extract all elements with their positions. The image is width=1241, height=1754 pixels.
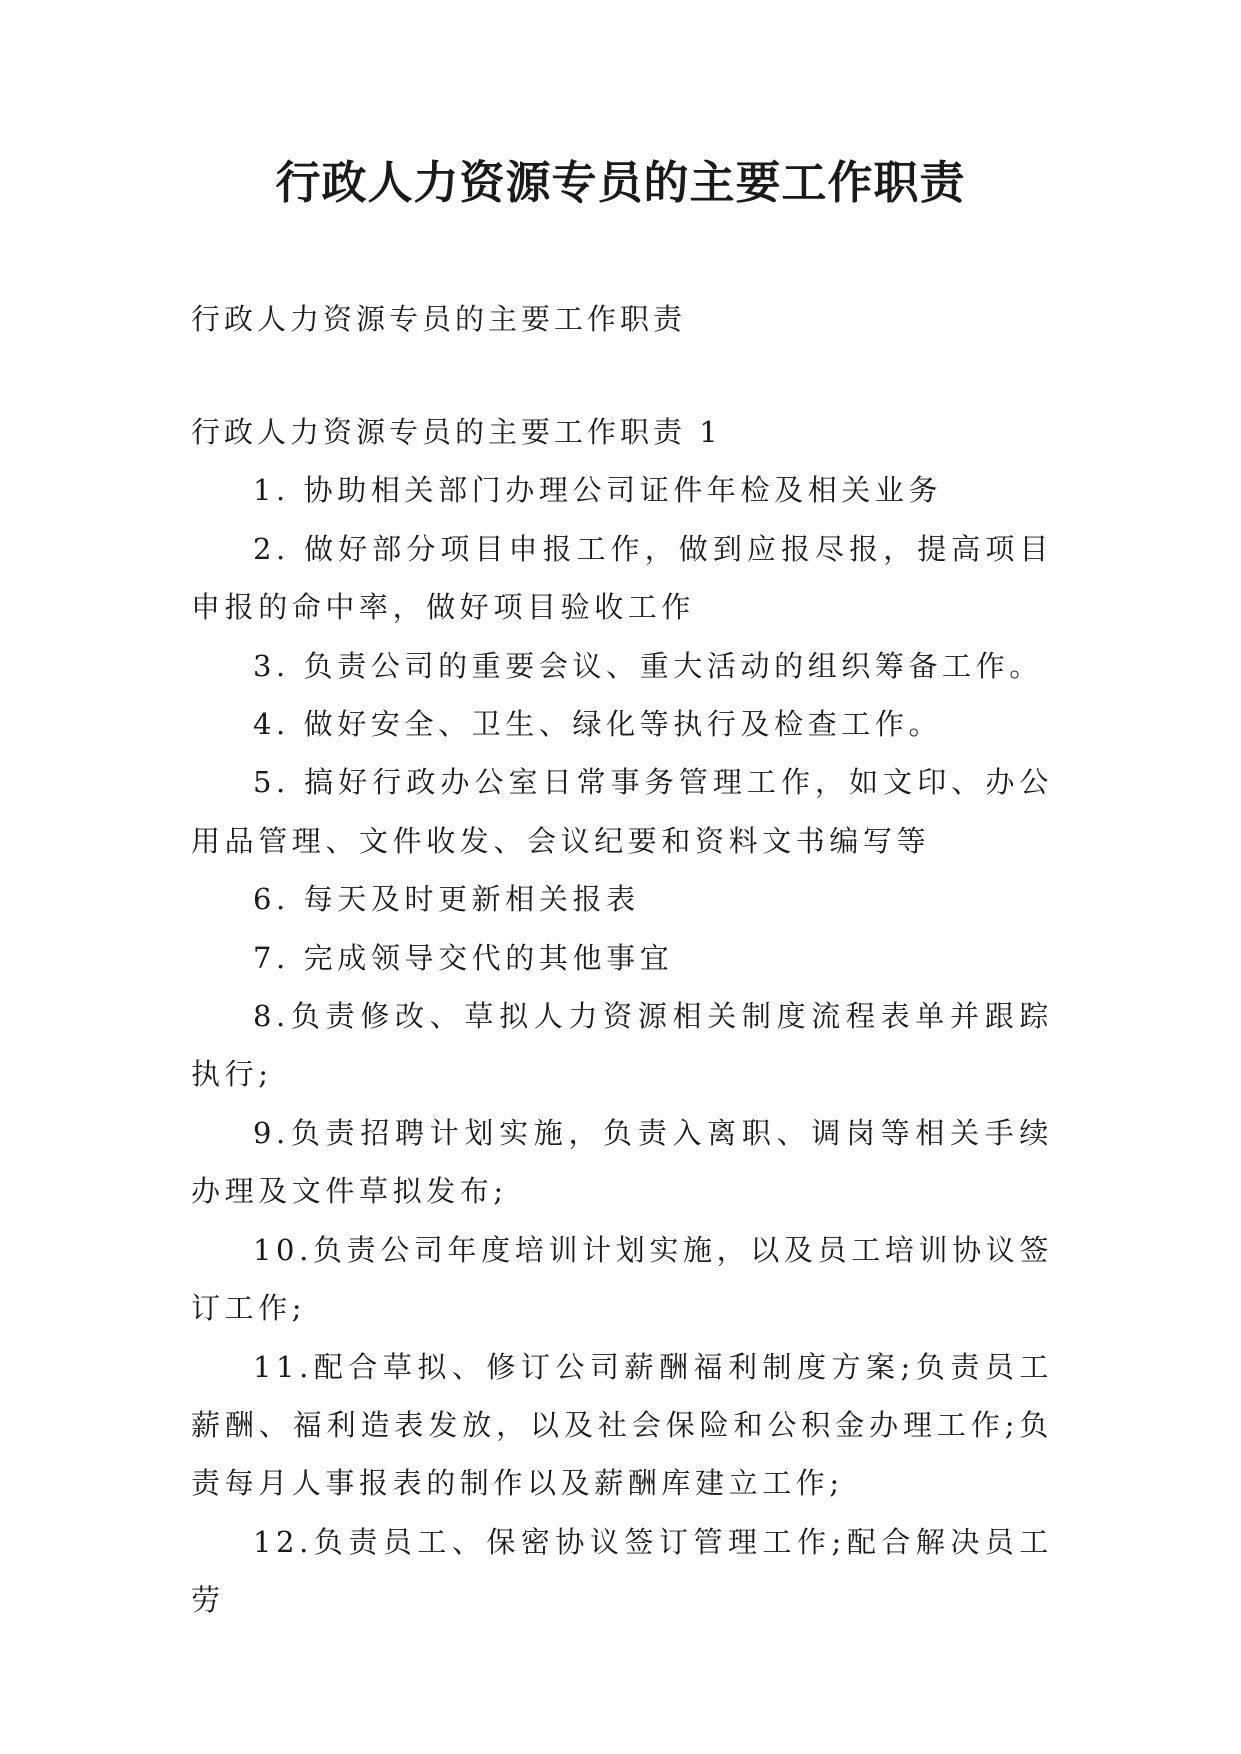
duty-item-5: 5. 搞好行政办公室日常事务管理工作，如文印、办公用品管理、文件收发、会议纪要和资料文书编写等: [191, 765, 1053, 858]
section-heading: 行政人力资源专员的主要工作职责 1: [191, 415, 722, 449]
duty-item-12: 12.负责员工、保密协议签订管理工作;配合解决员工劳: [191, 1524, 1053, 1618]
duty-item-4: 4. 做好安全、卫生、绿化等执行及检查工作。: [253, 707, 943, 742]
duty-item-2: 2. 做好部分项目申报工作，做到应报尽报，提高项目申报的命中率，做好项目验收工作: [191, 531, 1053, 625]
duty-item-7: 7. 完成领导交代的其他事宜: [253, 940, 674, 975]
document-body: [191, 403, 1053, 1630]
document-subtitle: 行政人力资源专员的主要工作职责: [191, 302, 687, 336]
duty-item-10: 10.负责公司年度培训计划实施，以及员工培训协议签订工作;: [191, 1232, 1053, 1326]
duty-item-8: 8.负责修改、草拟人力资源相关制度流程表单并跟踪执行;: [191, 999, 1053, 1092]
duty-item-6: 6. 每天及时更新相关报表: [253, 882, 640, 917]
duty-item-1: 1. 协助相关部门办理公司证件年检及相关业务: [253, 473, 943, 508]
page-title: 行政人力资源专员的主要工作职责: [275, 156, 966, 209]
duty-item-11: 11.配合草拟、修订公司薪酬福利制度方案;负责员工薪酬、福利造表发放，以及社会保险和公积金办理工作;负责每月人事报表的制作以及薪酬库建立工作;: [191, 1349, 1053, 1501]
duty-item-3: 3. 负责公司的重要会议、重大活动的组织筹备工作。: [253, 648, 1043, 683]
duty-item-9: 9.负责招聘计划实施，负责入离职、调岗等相关手续办理及文件草拟发布;: [191, 1115, 1053, 1209]
